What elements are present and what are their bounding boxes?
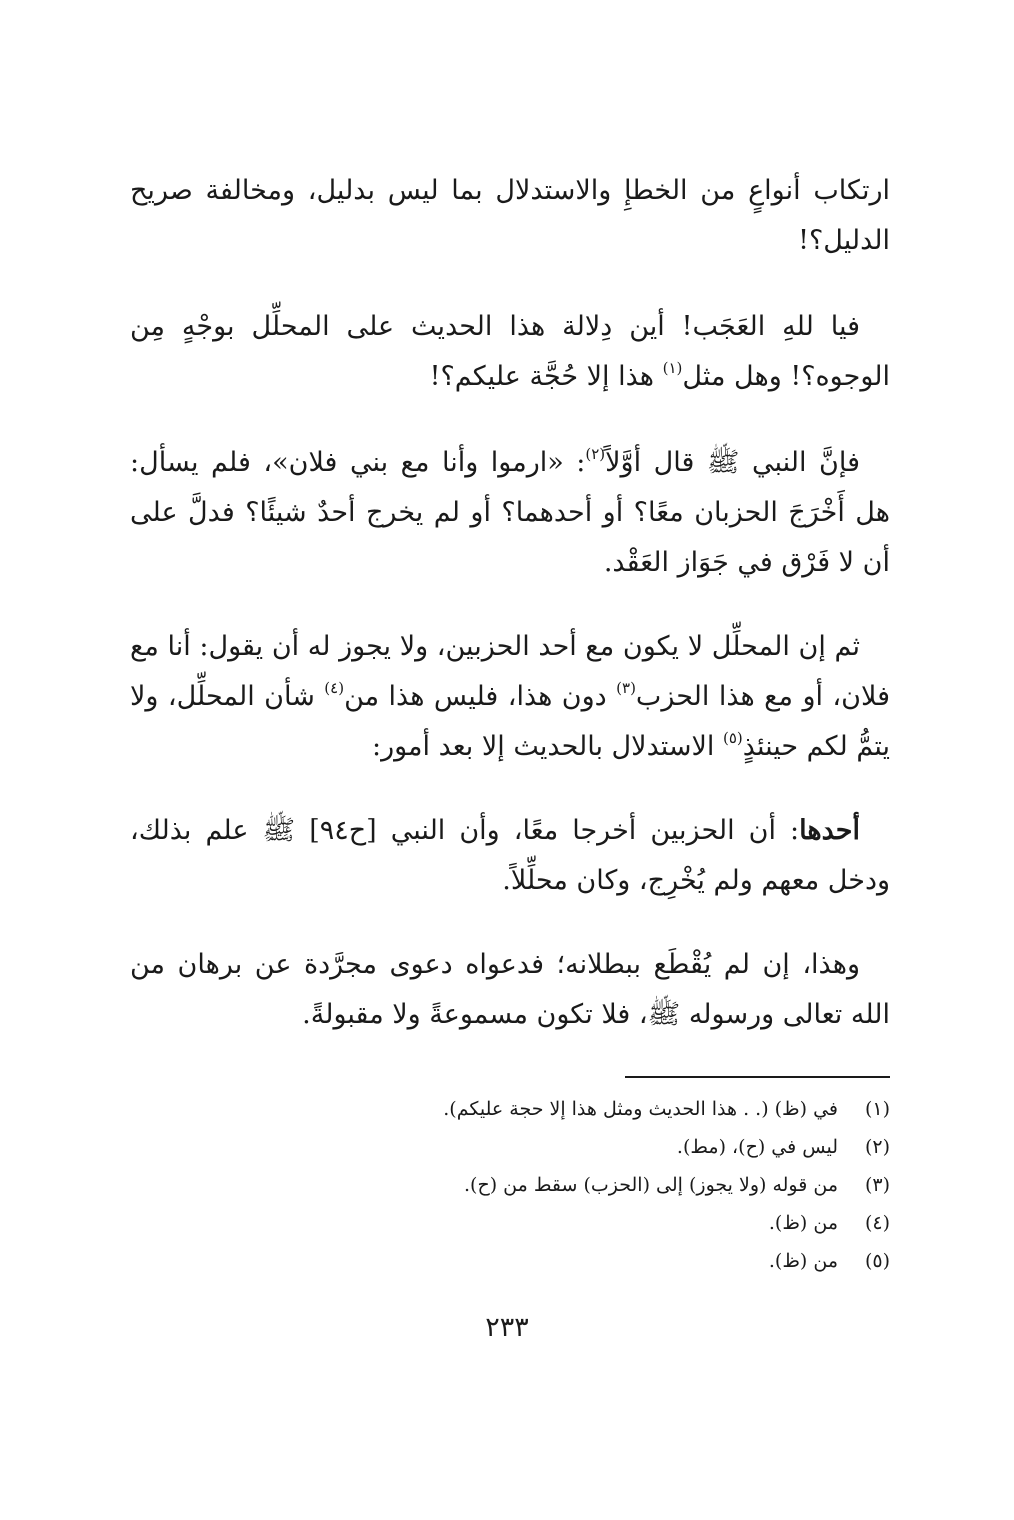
footnote-number: (٤) [864, 1212, 890, 1234]
footnote-2 [190, 1128, 890, 1166]
footnotes-list [190, 1090, 890, 1280]
footnote-1 [190, 1090, 890, 1128]
footnote-3 [190, 1166, 890, 1204]
footnote-text: من قوله (ولا يجوز) إلى (الحزب) سقط من (ح). [464, 1174, 838, 1196]
text-run: دون هذا، فليس هذا من [344, 681, 617, 712]
text-run: ثم إن المحلِّل لا يكون مع أحد الحزبين، ولا يجوز له أن يقول: أنا مع فلان، أو مع هذا الحزب [130, 631, 890, 712]
footnote-text: ليس في (ح)، (مط). [676, 1136, 838, 1158]
text-run: فإنَّ النبي ﷺ قال أوَّلاً [605, 447, 860, 478]
page-number: ٢٣٣ [485, 1312, 529, 1343]
footnote-marker: (٣) [616, 679, 636, 697]
footnote-text: من (ظ). [768, 1250, 838, 1272]
text-run: ارتكاب أنواعٍ من الخطإِ والاستدلال بما ليس بدليل، ومخالفة صريح الدليل؟! [130, 175, 890, 256]
footnote-separator [625, 1076, 890, 1078]
paragraph-3 [130, 438, 890, 588]
footnote-4 [190, 1204, 890, 1242]
paragraph-6 [130, 940, 890, 1040]
footnote-marker: (١) [662, 359, 683, 377]
footnote-number: (١) [864, 1098, 890, 1120]
paragraph-1 [130, 166, 890, 266]
text-run: الاستدلال بالحديث إلا بعد أمور: [371, 731, 723, 762]
footnote-number: (٥) [864, 1250, 890, 1272]
footnote-text: من (ظ). [768, 1212, 838, 1234]
text-run: : أن الحزبين أخرجا معًا، وأن النبي [ح٩٤] ﷺ علم بذلك، ودخل معهم ولم يُخْرِج، وكان محلِّلاً. [130, 815, 890, 896]
text-run: فيا للهِ العَجَب! أين دِلالة هذا الحديث على المحلِّل بوجْهٍ مِن الوجوه؟! وهل مثل [130, 311, 890, 392]
footnote-marker: (٤) [324, 679, 345, 697]
text-run: شأن المحلِّل، ولا يتمُّ لكم حينئذٍ [130, 681, 890, 762]
text-run: : «ارموا وأنا مع بني فلان»، فلم يسأل: هل أَخْرَجَ الحزبان معًا؟ أو أحدهما؟ أو لم يخرج أحدٌ شيئًا؟ فدلَّ على أن لا فَرْق في جَوَاز العَقْد. [130, 447, 890, 578]
paragraph-2 [130, 302, 890, 402]
paragraph-4 [130, 622, 890, 772]
text-run: وهذا، إن لم يُقْطَع ببطلانه؛ فدعواه دعوى مجرَّدة عن برهان من الله تعالى ورسوله ﷺ، فلا تكون مسموعةً ولا مقبولةً. [130, 949, 890, 1030]
bold-lead-word: أحدها [799, 815, 860, 846]
footnote-5 [190, 1242, 890, 1280]
paragraph-5 [130, 806, 890, 906]
footnote-text: في (ظ) (. . هذا الحديث ومثل هذا إلا حجة عليكم). [443, 1098, 838, 1120]
footnote-marker: (٥) [723, 729, 743, 747]
footnote-number: (٣) [864, 1174, 890, 1196]
text-run: هذا إلا حُجَّة عليكم؟! [429, 361, 663, 392]
footnote-marker: (٢) [585, 445, 606, 463]
footnote-number: (٢) [864, 1136, 890, 1158]
